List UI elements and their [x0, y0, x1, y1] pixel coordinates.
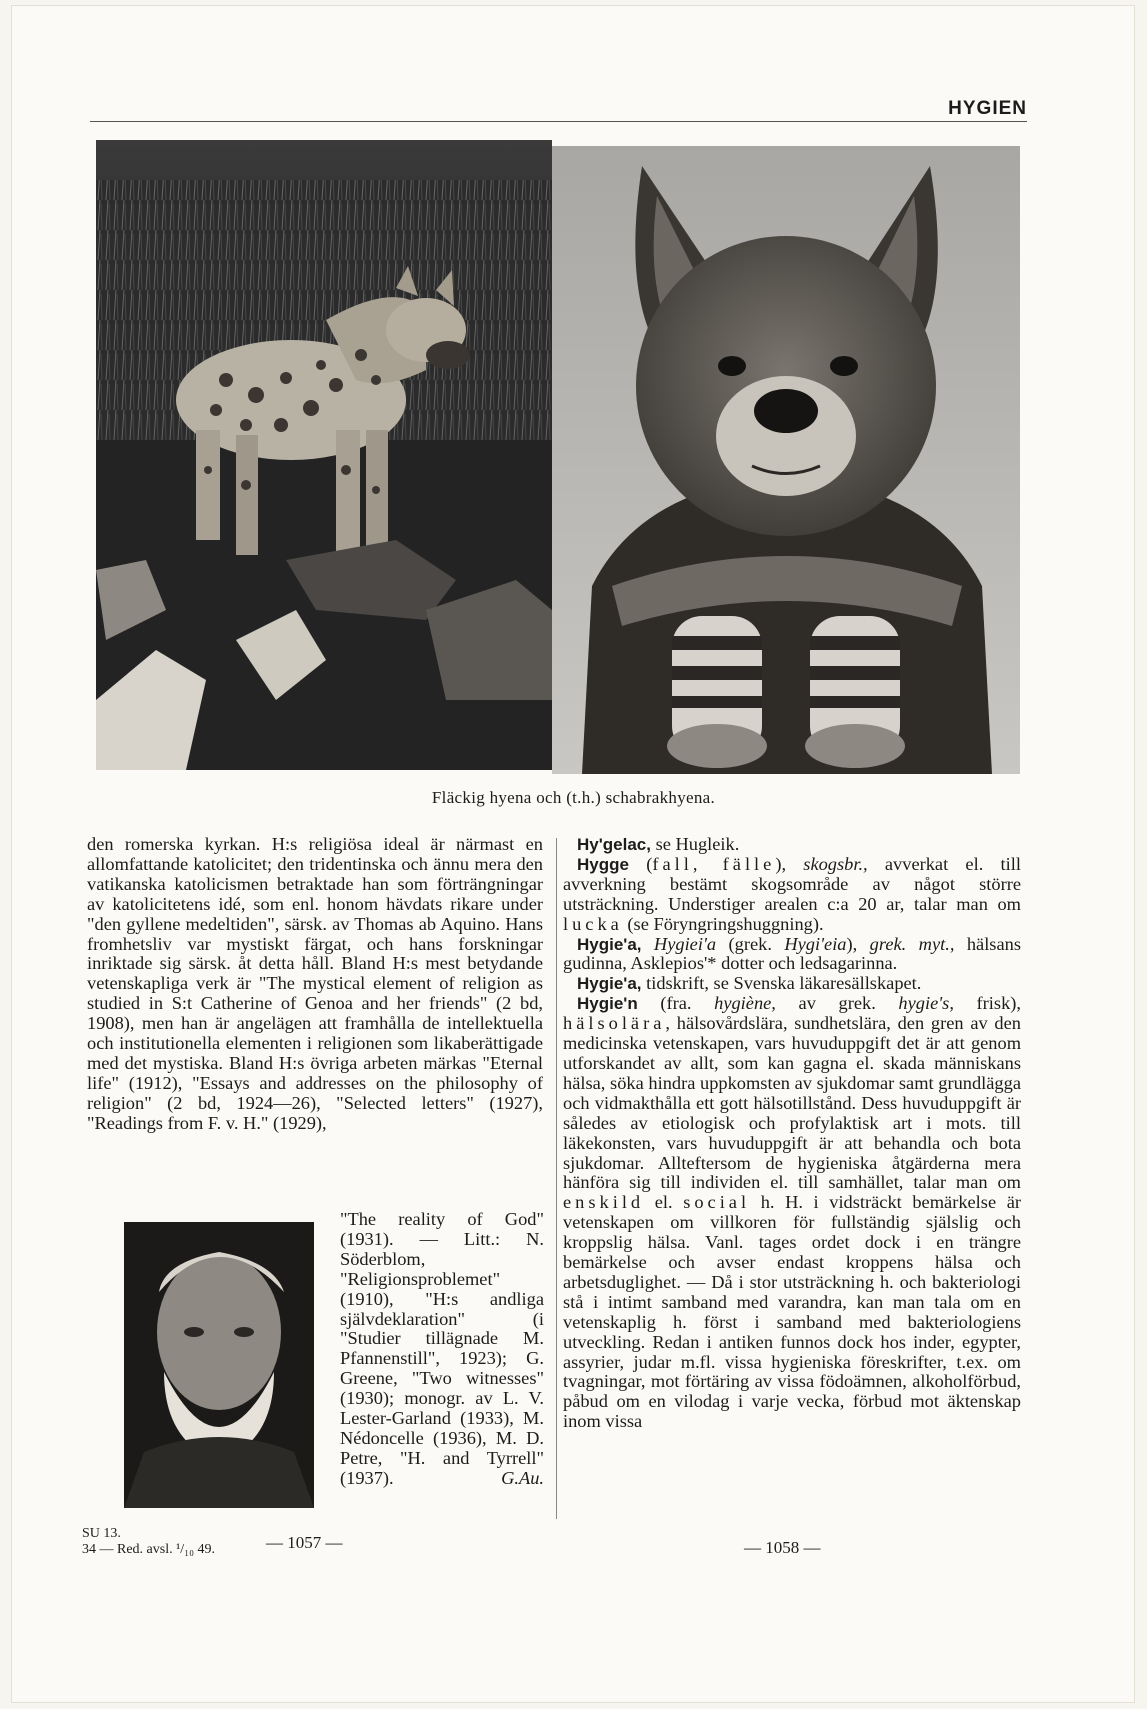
entry-text: hälsans gudinna, Asklepios'* dotter och ledsagarinna. — [563, 933, 1021, 974]
entry-text: el. — [644, 1192, 684, 1213]
entry-text: se Hugleik. — [650, 834, 740, 854]
field-label: skogsbr., — [803, 853, 868, 874]
entry-hygien — [563, 994, 1021, 1432]
entry-text: ), — [775, 853, 804, 874]
spaced-term: lucka — [563, 913, 623, 934]
entry-hygiea-myth — [563, 935, 1021, 975]
left-column-narrow — [340, 1210, 544, 1489]
entry-text: tidskrift, se Svenska läkaresällskapet. — [641, 973, 922, 994]
entry-text: ( — [628, 853, 653, 874]
entry-text: avverkat el. till avverkning bestämt skogsområde av något större utsträckning. Understiger arealen c:a 20 ar, talar man om — [563, 853, 1021, 914]
entry-text: (fra. — [637, 993, 715, 1014]
entry-text: (se Föryngringshuggning). — [622, 913, 824, 934]
entry-text: (grek. — [716, 933, 785, 954]
print-code — [82, 1526, 215, 1558]
spaced-term: fall, fälle — [652, 853, 776, 874]
entry-hygelac — [563, 835, 1021, 855]
spotted-hyena-photo — [96, 140, 552, 770]
spaced-term: social — [683, 1192, 751, 1213]
etymon: hygiène, — [714, 993, 776, 1014]
entry-text: av grek. — [775, 993, 899, 1014]
figure-caption: Fläckig hyena och (t.h.) schabrakhyena. — [431, 788, 716, 807]
headword: Hy'gelac, — [577, 835, 651, 854]
left-column-text: den romerska kyrkan. H:s religiösa ideal är närmast en allomfattande katolicitet; den tridentinska och ännu mera den vatikanska katolicismen betraktade han som förträngningar av katolicitetens idé, som enl. honom hävdats rikare under "den gyllene medeltiden", särsk. av Thomas ab Aquino. Hans fromhetsliv var mystiskt färgat, och hans forskningar inriktade sig särsk. åt detta håll. Bland H:s mest betydande vetenskapliga verk är "The mystical element of religion as studied in S:t Catherine of Genoa and her friends" (2 bd, 1908), men han är angelägen att framhålla de intellektuella och institutionella elementen i religionen som likaberättigade med det mystiska. Bland H:s övriga arbeten märkas "Eternal life" (1912), "Essays and addresses on the philosophy of religion" (2 bd, 1924—26), "Selected letters" (1927), "Readings from F. v. H." (1929), — [87, 834, 543, 1133]
left-column — [87, 835, 543, 1134]
header-rule — [90, 121, 1027, 122]
etymon: Hygi'eia — [784, 933, 847, 954]
column-divider — [556, 838, 557, 1519]
author-signature: G.Au. — [501, 1467, 544, 1488]
litt-text: "The reality of God" (1931). — Litt.: N. Söderblom, "Religionsproblemet" (1910), "H:s andliga självdeklaration" (i "Studier tillägnade M. Pfannenstill", 1923); G. Greene, "Two witnesses" (1930); monogr. av L. V. Lester-Garland (1933), M. Nédoncelle (1936), M. D. Petre, "H. and Tyrrell" (1937). — [340, 1209, 544, 1488]
etymon: hygie's, — [898, 993, 954, 1014]
headword: Hygge — [577, 854, 629, 874]
print-code-line: 34 — Red. avsl. ¹/₁₀ 49. — [82, 1542, 215, 1557]
variant-form: Hygiei'a — [641, 933, 717, 954]
right-column — [563, 835, 1021, 1432]
page-number-right: — 1058 — — [744, 1538, 821, 1557]
entry-text: , hälsovårdslära, sundhetslära, den gren av den medicinska vetenskapen, vars huvuduppgift det är att genom utforskandet av allt, som kan gagna el. skada människans hälsa, söka hindra uppkomsten av sjukdomar samt grundlägga och vidmakthålla ett gott hälsotillstånd. Dess huvuduppgift är således av etiologisk och profylaktisk art i mots. till läkekonsten, vars huvuduppgift är att behandla och bota sjukdomar. Allteftersom de hygieniska åtgärderna mera hänföra sig till individen el. till samhället, talar man om — [563, 1013, 1021, 1193]
entry-hygiea-journal — [563, 974, 1021, 994]
portrait-photo — [124, 1222, 314, 1508]
spaced-term: enskild — [563, 1192, 645, 1213]
page-number-left: — 1057 — — [266, 1533, 343, 1552]
field-label: grek. myt., — [869, 933, 955, 954]
headword: Hygie'a, — [577, 974, 642, 994]
entry-text: h. H. i vidsträckt bemärkelse är vetenskapen om villkoren för fullständig själslig och kroppslig hälsa. Vanl. tages ordet dock i en trängre bemärkelse och avser endast kroppens hälsa och arbetsduglighet. — Då i stor utsträckning h. och bakteriologi stå i intimt samband med varandra, kan man tala om en vetenskaplig h. först i samband med bakteriologiens utveckling. Redan i antiken funnos dock hos inder, egypter, assyrier, judar m.fl. vissa hygieniska föreskrifter, t.ex. om tvagningar, mot förtäring av vissa födoämnen, alkoholförbud, påbud om en vilodag i varje vecka, förbud mot äktenskap inom vissa — [563, 1192, 1021, 1432]
striped-hyena-photo — [552, 146, 1020, 774]
entry-text: frisk), — [953, 993, 1021, 1014]
headword: Hygie'n — [577, 994, 638, 1014]
entry-hygge — [563, 855, 1021, 935]
entry-text: ), — [846, 933, 870, 954]
running-header: HYGIEN — [948, 98, 1027, 119]
print-code-line: SU 13. — [82, 1526, 121, 1541]
spaced-term: hälsolära — [563, 1013, 666, 1034]
headword: Hygie'a, — [577, 934, 642, 954]
